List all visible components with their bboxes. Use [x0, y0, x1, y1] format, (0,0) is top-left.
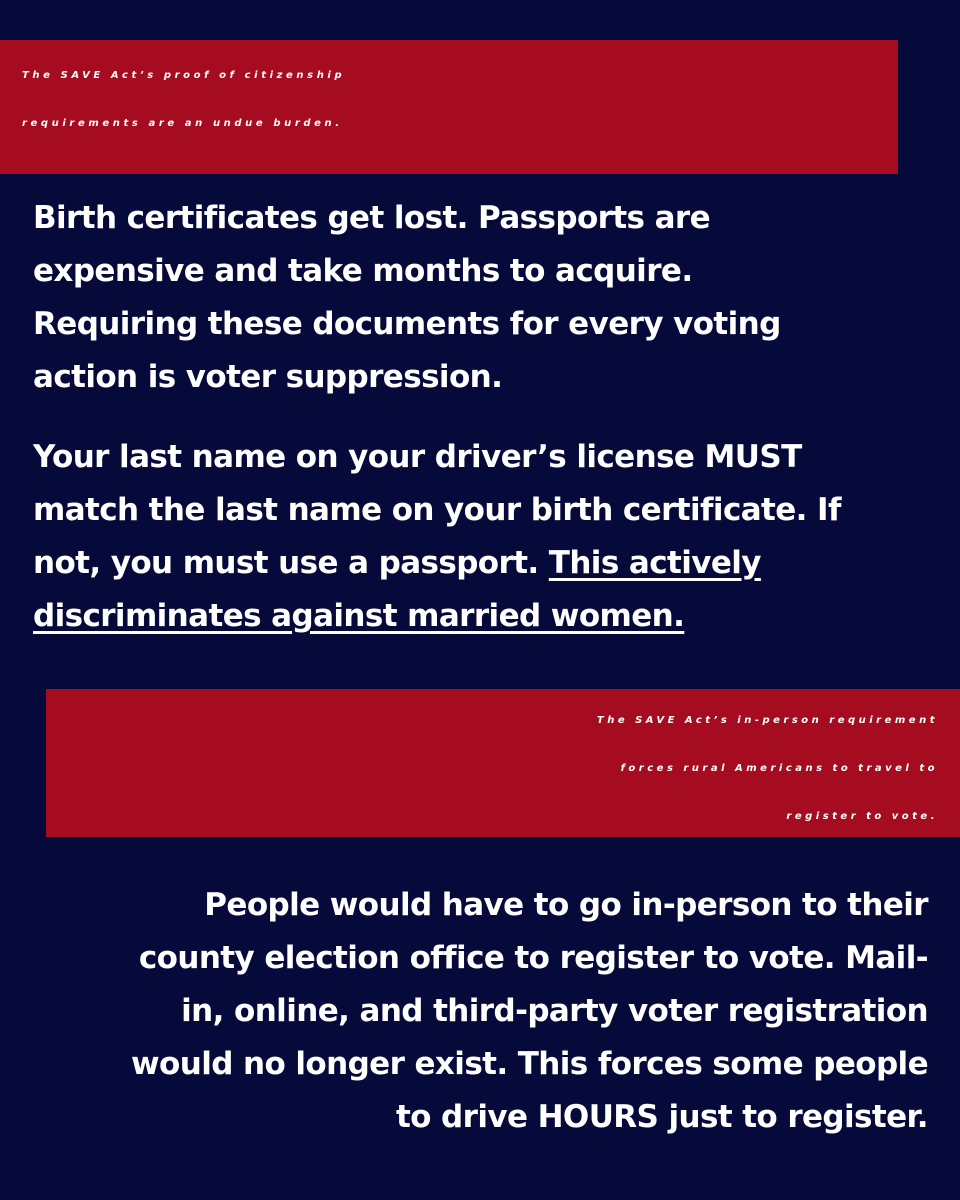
paragraph-line: Your last name on your driver’s license MUST [33, 439, 802, 475]
heading-citizenship [22, 52, 898, 148]
paragraph-line: county election office to register to vote. Mail- [138, 940, 928, 976]
underlined-emphasis: This actively [548, 545, 761, 581]
paragraph-line: Birth certificates get lost. Passports are [33, 200, 711, 236]
heading-line: requirements are an undue burden. [22, 118, 343, 129]
paragraph-birth-certificates [33, 192, 781, 404]
underlined-emphasis: discriminates against married women. [33, 598, 685, 634]
paragraph-line: Requiring these documents for every voting [33, 306, 781, 342]
paragraph-line [33, 537, 841, 590]
heading-banner-in-person [46, 689, 960, 837]
paragraph-line: match the last name on your birth certificate. If [33, 492, 841, 528]
paragraph-line: action is voter suppression. [33, 359, 503, 395]
paragraph-line: in, online, and third-party voter registration [181, 993, 928, 1029]
heading-line: The SAVE Act’s proof of citizenship [22, 70, 346, 81]
paragraph-line: expensive and take months to acquire. [33, 253, 693, 289]
heading-in-person [46, 697, 938, 841]
heading-line: The SAVE Act’s in-person requirement [596, 715, 938, 726]
heading-banner-citizenship [0, 40, 898, 174]
paragraph-line: People would have to go in-person to their [204, 887, 928, 923]
paragraph-last-name [33, 431, 841, 643]
heading-line: register to vote. [786, 811, 938, 822]
heading-line: forces rural Americans to travel to [620, 763, 938, 774]
paragraph-line: to drive HOURS just to register. [395, 1099, 928, 1135]
paragraph-text: not, you must use a passport. [33, 545, 549, 581]
paragraph-in-person [131, 879, 928, 1144]
paragraph-line: would no longer exist. This forces some people [131, 1046, 928, 1082]
